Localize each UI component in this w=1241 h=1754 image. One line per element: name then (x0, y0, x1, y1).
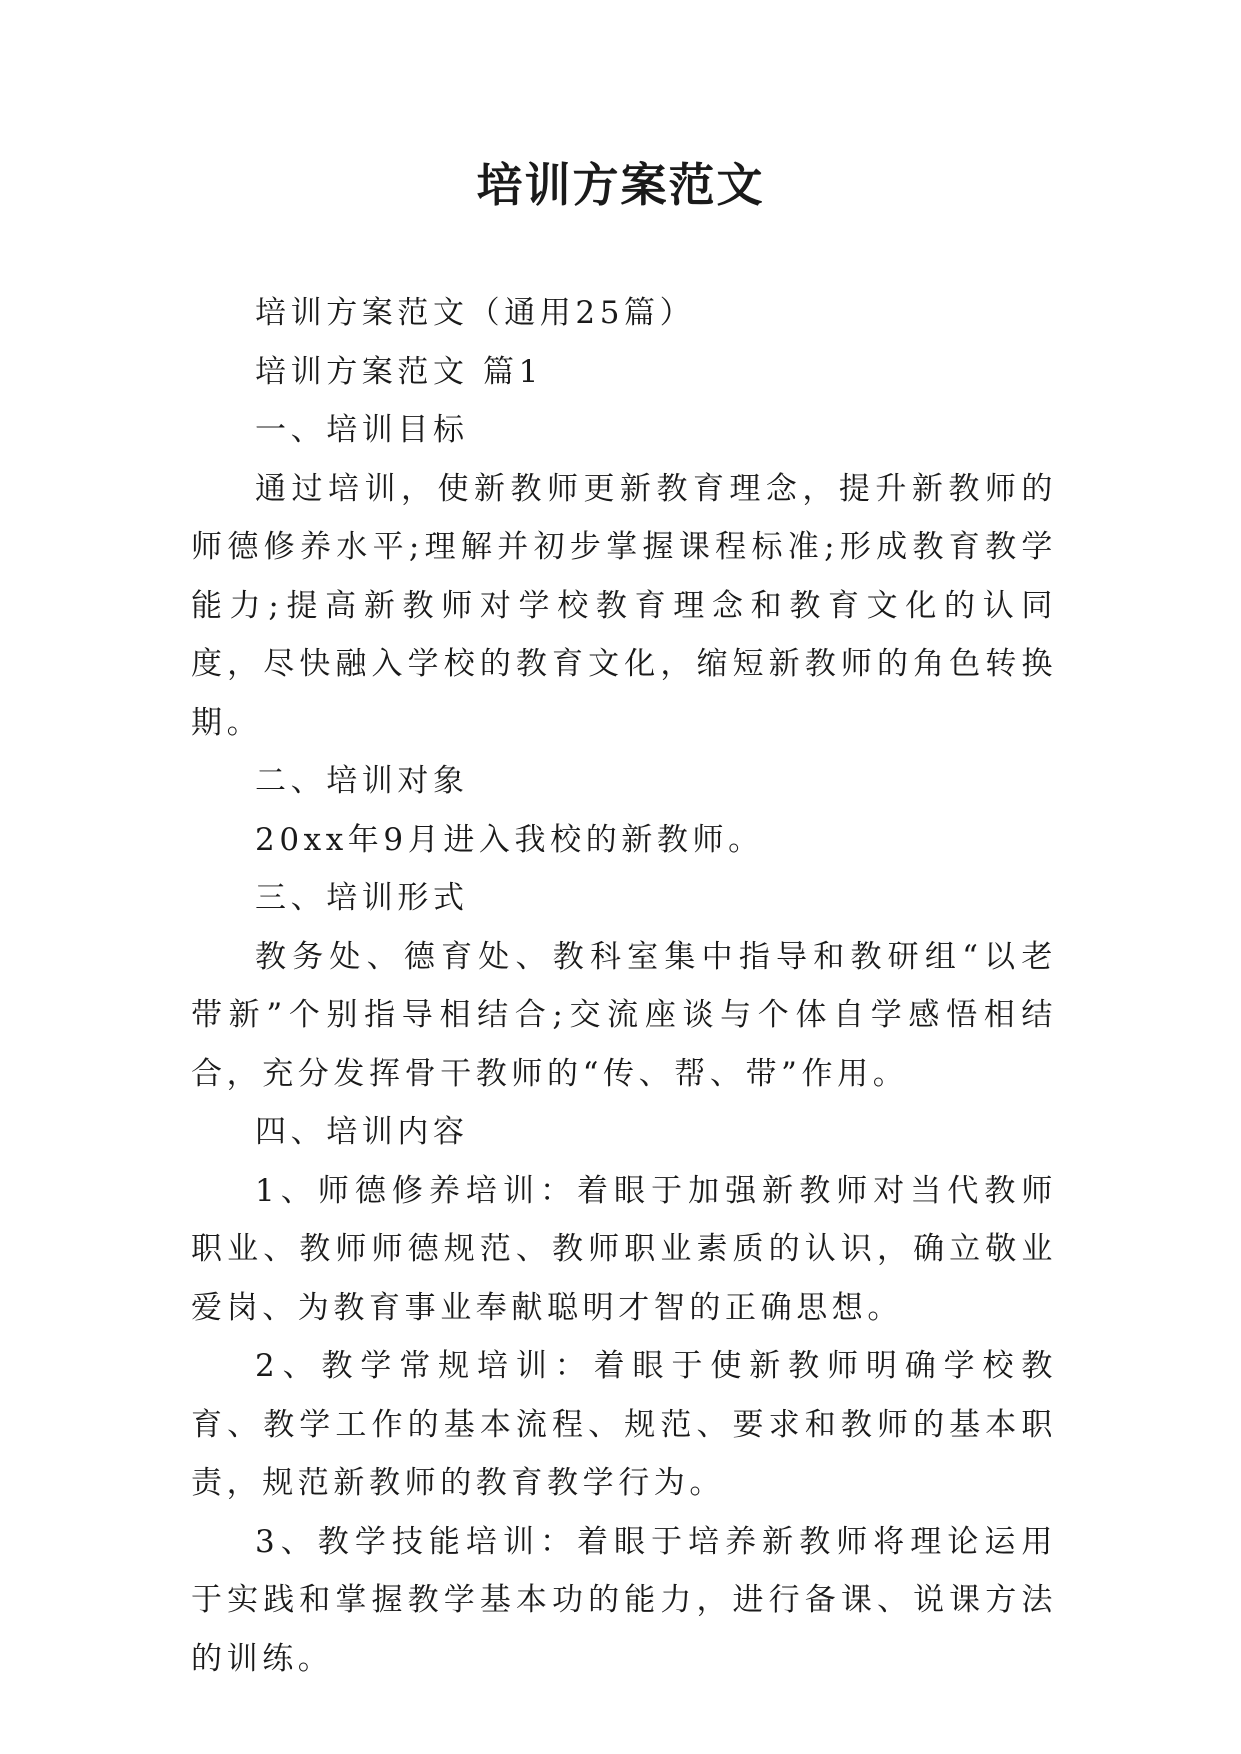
document-title: 培训方案范文 (476, 158, 765, 212)
section-heading-format: 三、培训形式 (255, 880, 469, 916)
paragraph-format: 教务处、德育处、教科室集中指导和教研组“以老带新”个别指导相结合;交流座谈与个体自学感悟相结合，充分发挥骨干教师的“传、帮、带”作用。 (191, 938, 1057, 1092)
section-heading-audience: 二、培训对象 (255, 763, 469, 799)
paragraph-content-3: 3、教学技能培训：着眼于培养新教师将理论运用于实践和掌握教学基本功的能力，进行备课、说课方法的训练。 (191, 1523, 1057, 1677)
document-body (191, 284, 1057, 1688)
section-heading-content: 四、培训内容 (255, 1114, 469, 1150)
paragraph-goals: 通过培训，使新教师更新教育理念，提升新教师的师德修养水平;理解并初步掌握课程标准;形成教育教学能力;提高新教师对学校教育理念和教育文化的认同度，尽快融入学校的教育文化，缩短新教师的角色转换期。 (191, 470, 1057, 741)
paragraph-audience: 20xx年9月进入我校的新教师。 (255, 821, 764, 858)
paragraph-content-2: 2、教学常规培训：着眼于使新教师明确学校教育、教学工作的基本流程、规范、要求和教师的基本职责，规范新教师的教育教学行为。 (191, 1348, 1057, 1501)
section-heading-goals: 一、培训目标 (255, 412, 469, 448)
subtitle-paragraph: 培训方案范文（通用25篇） (255, 295, 696, 331)
chapter-heading: 培训方案范文 篇1 (255, 353, 543, 390)
paragraph-content-1: 1、师德修养培训：着眼于加强新教师对当代教师职业、教师师德规范、教师职业素质的认识，确立敬业爱岗、为教育事业奉献聪明才智的正确思想。 (191, 1172, 1057, 1326)
